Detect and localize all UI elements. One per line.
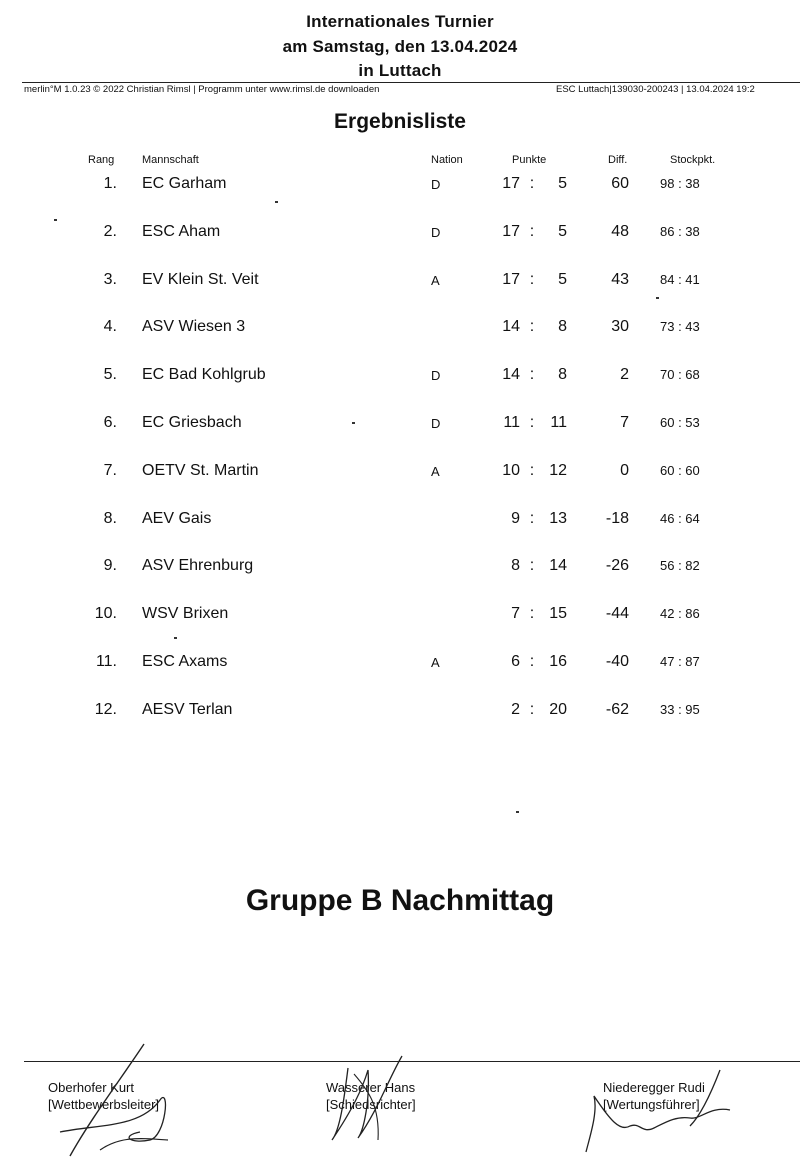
table-row <box>0 175 800 205</box>
stock-points-cell: 70 : 68 <box>660 367 700 383</box>
nation-cell: D <box>431 224 441 240</box>
table-row <box>0 223 800 253</box>
points-separator: : <box>529 653 535 670</box>
rank-cell: 11. <box>95 653 117 670</box>
header-rule <box>22 82 800 83</box>
team-name-cell: OETV St. Martin <box>142 461 259 479</box>
table-row <box>0 366 800 396</box>
points-for-cell: 14 <box>502 366 520 384</box>
difference-cell: -26 <box>605 557 629 575</box>
difference-cell: 48 <box>611 222 629 240</box>
signature-name: Wasserer Hans <box>326 1080 416 1095</box>
team-name-cell: ASV Wiesen 3 <box>142 318 246 336</box>
scan-speck <box>275 201 278 203</box>
signature-role: [Wettbewerbsleiter] <box>48 1097 160 1112</box>
handwritten-signature-2 <box>318 1050 428 1150</box>
difference-cell: 7 <box>620 414 629 431</box>
scan-speck <box>656 297 659 299</box>
difference-cell: -62 <box>605 700 629 718</box>
column-header-diff: Diff. <box>608 154 628 166</box>
points-for-cell: 17 <box>502 270 520 288</box>
rank-cell: 6. <box>103 414 117 431</box>
difference-cell: 2 <box>620 366 629 384</box>
rank-cell: 9. <box>103 557 117 575</box>
table-row <box>0 510 800 540</box>
points-separator: : <box>529 270 535 288</box>
tournament-title: Internationales Turnier <box>306 12 494 31</box>
table-row <box>0 462 800 492</box>
team-name-cell: EC Griesbach <box>142 414 242 431</box>
points-for-cell: 2 <box>511 700 520 718</box>
results-list-title: Ergebnisliste <box>334 110 466 133</box>
points-for-cell: 9 <box>511 509 520 527</box>
scan-speck <box>352 422 355 424</box>
nation-cell: A <box>431 463 440 479</box>
points-separator: : <box>529 700 535 718</box>
table-row <box>0 653 800 683</box>
handwritten-signature-3 <box>580 1066 750 1156</box>
stock-points-cell: 84 : 41 <box>660 271 700 287</box>
rank-cell: 12. <box>94 700 117 718</box>
signature-name: Niederegger Rudi <box>603 1080 705 1095</box>
points-for-cell: 8 <box>511 557 520 575</box>
nation-cell: D <box>431 416 441 431</box>
team-name-cell: WSV Brixen <box>142 605 229 623</box>
difference-cell: 0 <box>620 461 629 479</box>
group-title: Gruppe B Nachmittag <box>245 884 555 917</box>
points-against-cell: 12 <box>549 461 567 479</box>
column-header-rank: Rang <box>88 154 115 166</box>
points-against-cell: 16 <box>549 653 567 670</box>
points-for-cell: 7 <box>511 605 520 623</box>
difference-cell: -44 <box>605 605 629 623</box>
points-against-cell: 8 <box>558 318 567 336</box>
nation-cell: D <box>431 177 441 192</box>
points-separator: : <box>529 366 535 384</box>
points-against-cell: 14 <box>549 557 567 575</box>
points-for-cell: 11 <box>503 414 520 431</box>
stock-points-cell: 73 : 43 <box>660 319 700 335</box>
points-separator: : <box>529 414 535 431</box>
points-against-cell: 5 <box>558 175 567 192</box>
points-against-cell: 20 <box>549 700 567 718</box>
team-name-cell: ESC Aham <box>142 222 221 240</box>
tournament-location: in Luttach <box>358 61 442 80</box>
table-row <box>0 605 800 635</box>
points-against-cell: 5 <box>558 270 567 288</box>
points-against-cell: 15 <box>549 605 567 623</box>
stock-points-cell: 60 : 60 <box>660 462 700 478</box>
stock-points-cell: 47 : 87 <box>660 654 700 669</box>
difference-cell: -40 <box>605 653 629 670</box>
column-header-nation: Nation <box>431 154 463 166</box>
stock-points-cell: 60 : 53 <box>660 415 700 430</box>
points-separator: : <box>529 509 535 527</box>
document-reference: ESC Luttach|139030-200243 | 13.04.2024 19:2 <box>556 84 755 95</box>
table-row <box>0 414 800 444</box>
points-against-cell: 11 <box>550 414 567 431</box>
rank-cell: 4. <box>103 318 117 336</box>
nation-cell: A <box>431 655 440 670</box>
signature-name: Oberhofer Kurt <box>48 1080 134 1095</box>
table-row <box>0 701 800 731</box>
points-against-cell: 5 <box>558 222 567 240</box>
scan-speck <box>174 637 177 639</box>
team-name-cell: ESC Axams <box>142 653 228 670</box>
rank-cell: 10. <box>94 605 117 623</box>
signature-role: [Wertungsführer] <box>603 1097 700 1112</box>
points-for-cell: 17 <box>502 175 520 192</box>
scan-speck <box>516 811 519 813</box>
software-credit: merlin°M 1.0.23 © 2022 Christian Rimsl | Programm unter www.rimsl.de downloaden <box>24 84 380 95</box>
table-row <box>0 271 800 301</box>
points-separator: : <box>529 222 535 240</box>
points-for-cell: 6 <box>511 653 520 670</box>
rank-cell: 7. <box>103 461 117 479</box>
rank-cell: 1. <box>103 175 117 192</box>
team-name-cell: AESV Terlan <box>142 700 233 718</box>
points-separator: : <box>529 605 535 623</box>
team-name-cell: ASV Ehrenburg <box>142 557 254 575</box>
column-header-stock: Stockpkt. <box>670 154 716 166</box>
stock-points-cell: 56 : 82 <box>660 558 700 574</box>
stock-points-cell: 46 : 64 <box>660 510 700 526</box>
stock-points-cell: 86 : 38 <box>660 223 700 239</box>
points-for-cell: 17 <box>502 222 520 240</box>
handwritten-signature-1 <box>40 1040 190 1158</box>
difference-cell: 43 <box>611 270 629 288</box>
rank-cell: 8. <box>103 509 117 527</box>
points-against-cell: 13 <box>549 509 567 527</box>
nation-cell: A <box>431 272 440 288</box>
rank-cell: 2. <box>103 222 117 240</box>
team-name-cell: EC Bad Kohlgrub <box>142 366 266 384</box>
points-separator: : <box>529 461 535 479</box>
scan-speck <box>54 219 57 221</box>
difference-cell: -18 <box>605 509 629 527</box>
difference-cell: 60 <box>611 175 629 192</box>
points-for-cell: 14 <box>502 318 520 336</box>
points-against-cell: 8 <box>558 366 567 384</box>
points-for-cell: 10 <box>502 461 520 479</box>
signature-role: [Schiedsrichter] <box>326 1097 416 1112</box>
rank-cell: 5. <box>103 366 117 384</box>
column-header-team: Mannschaft <box>142 154 199 166</box>
points-separator: : <box>529 318 535 336</box>
table-row <box>0 318 800 348</box>
column-header-points: Punkte <box>512 154 547 166</box>
rank-cell: 3. <box>103 270 117 288</box>
nation-cell: D <box>431 368 441 384</box>
stock-points-cell: 98 : 38 <box>660 176 700 191</box>
tournament-date: am Samstag, den 13.04.2024 <box>282 37 518 56</box>
team-name-cell: AEV Gais <box>142 509 212 527</box>
points-separator: : <box>529 175 535 192</box>
team-name-cell: EC Garham <box>142 175 227 192</box>
difference-cell: 30 <box>611 318 629 336</box>
stock-points-cell: 42 : 86 <box>660 606 700 622</box>
stock-points-cell: 33 : 95 <box>660 701 700 717</box>
points-separator: : <box>529 557 535 575</box>
team-name-cell: EV Klein St. Veit <box>142 270 259 288</box>
table-row <box>0 557 800 587</box>
